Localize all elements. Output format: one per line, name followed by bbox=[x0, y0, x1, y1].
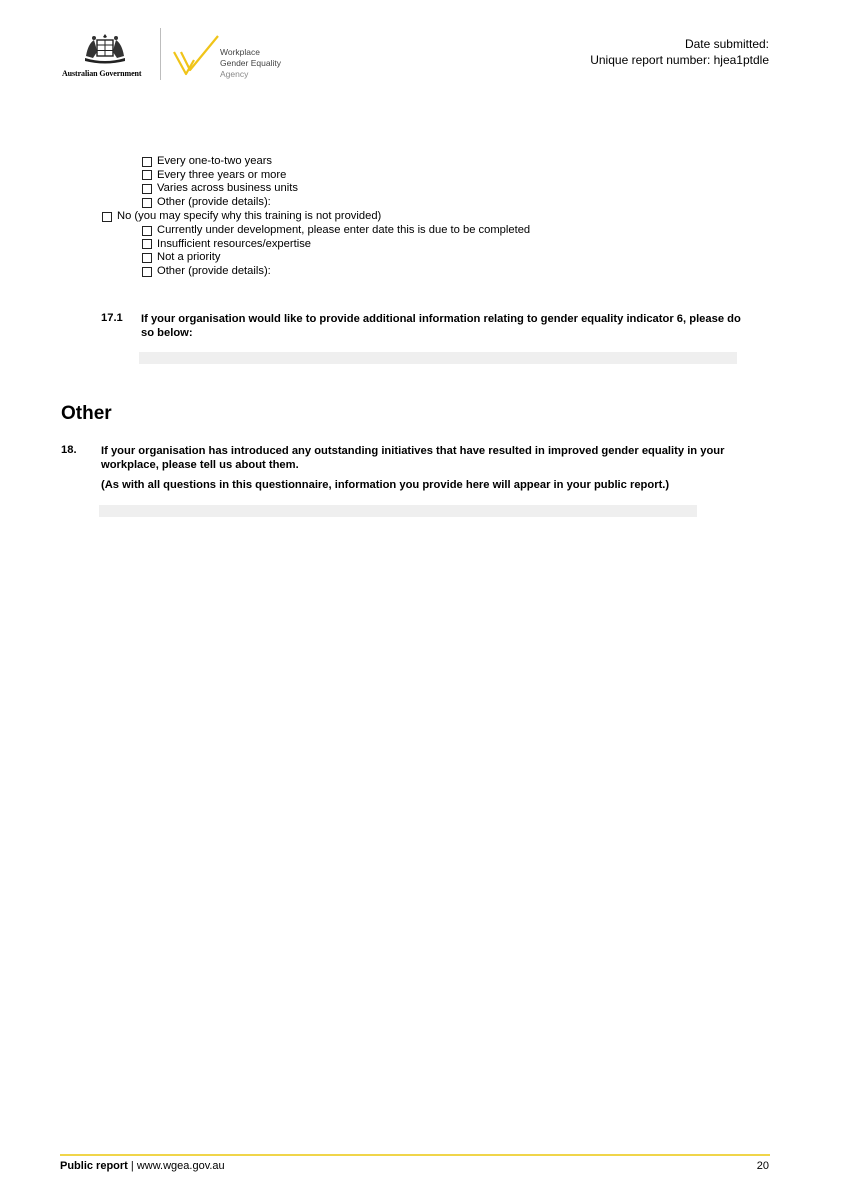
checkbox[interactable] bbox=[102, 212, 112, 222]
option-no-training bbox=[102, 210, 381, 224]
option-label: Not a priority bbox=[157, 251, 221, 264]
option-other-details bbox=[142, 196, 298, 210]
option-not-a-priority bbox=[142, 251, 530, 265]
checkbox[interactable] bbox=[142, 157, 152, 167]
footer-separator: | bbox=[127, 1160, 137, 1172]
header-divider bbox=[160, 28, 161, 80]
checkbox[interactable] bbox=[142, 267, 152, 277]
option-varies-across-units bbox=[142, 182, 298, 196]
page-number: 20 bbox=[756, 1160, 769, 1172]
agency-line-3: Agency bbox=[220, 69, 249, 79]
report-meta bbox=[590, 36, 769, 68]
question-18-note: (As with all questions in this questionnaire, information you provide here will appear in your public report.) bbox=[101, 479, 670, 491]
agency-line-2: Gender Equality bbox=[220, 58, 281, 68]
option-label: No (you may specify why this training is not provided) bbox=[117, 210, 382, 222]
wgea-logo bbox=[172, 34, 292, 80]
option-label: Insufficient resources/expertise bbox=[157, 237, 312, 250]
option-under-development bbox=[142, 224, 530, 238]
checkbox[interactable] bbox=[142, 170, 152, 180]
option-insufficient-resources bbox=[142, 238, 530, 252]
question-18-answer-field[interactable] bbox=[99, 505, 697, 517]
option-label: Other (provide details): bbox=[157, 264, 271, 277]
question-17-1-text: If your organisation would like to provide additional information relating to gender equality indicator 6, please do so below: bbox=[141, 313, 741, 339]
option-label: Varies across business units bbox=[157, 182, 298, 195]
option-other-details-no bbox=[142, 265, 530, 279]
agency-line-1: Workplace bbox=[220, 47, 260, 57]
option-label: Other (provide details): bbox=[157, 195, 271, 208]
wgea-checkmark-icon bbox=[172, 34, 222, 78]
wgea-logo-text bbox=[220, 47, 281, 80]
report-number-label: Unique report number: hjea1ptdle bbox=[590, 53, 769, 67]
option-every-three-years bbox=[142, 169, 298, 183]
no-reason-options bbox=[142, 224, 530, 278]
checkbox[interactable] bbox=[142, 239, 152, 249]
frequency-options bbox=[142, 155, 298, 209]
question-18-number: 18. bbox=[61, 444, 77, 456]
option-every-one-to-two-years bbox=[142, 155, 298, 169]
checkbox[interactable] bbox=[142, 198, 152, 208]
checkbox[interactable] bbox=[142, 226, 152, 236]
question-18-text: If your organisation has introduced any outstanding initiatives that have resulted in improved gender equality in your workplace, please tell us about them. bbox=[101, 445, 725, 471]
option-label: Currently under development, please enter date this is due to be completed bbox=[157, 224, 531, 236]
footer-rule bbox=[60, 1154, 770, 1156]
option-label: Every one-to-two years bbox=[157, 155, 273, 167]
question-17-1-answer-field[interactable] bbox=[139, 352, 737, 364]
date-submitted-label: Date submitted: bbox=[684, 37, 769, 51]
section-title-other: Other bbox=[61, 403, 112, 424]
coat-of-arms-icon bbox=[80, 32, 130, 66]
checkbox[interactable] bbox=[142, 253, 152, 263]
footer-website-link[interactable]: www.wgea.gov.au bbox=[136, 1160, 225, 1172]
footer-left bbox=[60, 1160, 225, 1172]
footer-public-report: Public report bbox=[60, 1160, 128, 1172]
australian-government-logo bbox=[62, 32, 150, 80]
government-logo-text: Australian Government bbox=[62, 69, 142, 78]
option-label: Every three years or more bbox=[157, 168, 287, 181]
checkbox[interactable] bbox=[142, 184, 152, 194]
question-17-1-number: 17.1 bbox=[101, 312, 123, 324]
